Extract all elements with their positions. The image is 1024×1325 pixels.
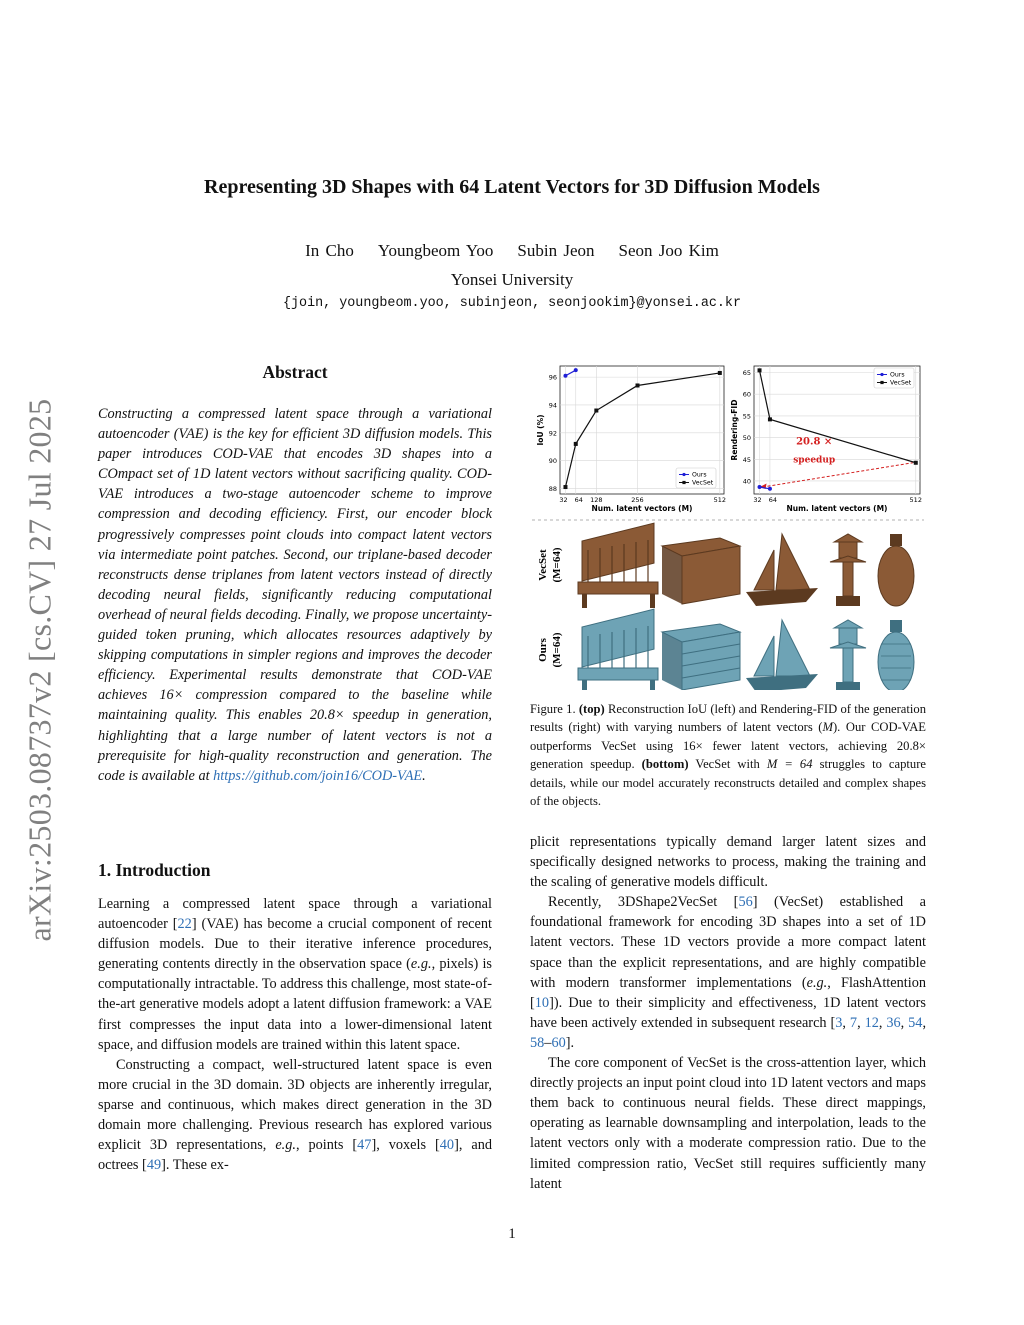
x-tick-label: 32 — [559, 496, 568, 504]
x-tick-label: 32 — [753, 496, 762, 504]
row-label-vecset — [537, 547, 563, 582]
cabinet-side — [662, 632, 682, 690]
vase-icon — [878, 620, 914, 690]
bench-icon — [578, 609, 658, 690]
data-point-vecset — [594, 409, 598, 413]
text-run: The core component of VecSet is the cross-attention layer, which directly projects an input point cloud into 1D latent vectors and maps them back to continuous neural fields. These direct mappings, operating as learnable downsampling and interpolation, leads to the latent vectors only with a moderate compression ratio. Due to the limited compression ratio, VecSet still requires sufficiently many latent — [530, 1055, 926, 1192]
text-run: , — [878, 1014, 887, 1031]
text-run: , — [857, 1014, 865, 1031]
citation-link[interactable]: 40 — [439, 1137, 455, 1154]
abstract-body — [98, 404, 492, 786]
vase-body — [878, 632, 914, 690]
lantern-cap — [830, 642, 866, 648]
cabinet-icon — [662, 624, 740, 690]
caption-part-a: Reconstruction IoU (left) and Rendering-FID of the generation results (right) with varying numbers of latent vectors ( — [530, 702, 926, 735]
text-run: , — [842, 1014, 850, 1031]
caption-part-c: VecSet with — [688, 757, 767, 772]
author-name: Subin Jeon — [517, 241, 595, 260]
citation-link[interactable]: 22 — [177, 916, 192, 933]
row-label-ours — [537, 632, 563, 667]
intro-right-column — [530, 832, 926, 1194]
text-run: Constructing a compact, well-structured latent space is even more crucial in the 3D domain. 3D objects are inherently irregular, sparse and continuous, which makes direct generation in the 3D domain more challenging. Previous research has explored various explicit 3D representations, — [98, 1056, 492, 1154]
lantern-roof — [834, 534, 862, 542]
author-name: Youngbeom Yoo — [377, 241, 494, 260]
lantern-roof — [834, 620, 862, 628]
y-tick-label: 45 — [742, 455, 751, 464]
text-run: ] (VAE) has become a crucial component of recent diffusion models. Due to their iterative inference procedures, generating contents directly in the observation space ( — [98, 916, 492, 973]
figure-1-caption — [530, 700, 926, 810]
vase-body — [878, 546, 914, 606]
citation-link[interactable]: 60 — [551, 1034, 566, 1051]
caption-part-b: ). Our COD-VAE outperforms VecSet using 16× fewer latent vectors, achieving 20.8× generation speedup. — [530, 720, 926, 772]
caption-equation: M = 64 — [766, 757, 813, 772]
row-label-ours-name: Ours — [537, 638, 549, 662]
x-tick-label: 512 — [909, 496, 922, 504]
data-point-vecset — [563, 485, 567, 489]
y-axis-label: IoU (%) — [536, 414, 545, 446]
sail-jib — [754, 636, 774, 676]
arxiv-identifier: arXiv:2503.08737v2 [cs.CV] 27 Jul 2025 — [21, 398, 58, 942]
text-run: , points [ — [295, 1137, 358, 1154]
lantern-pillar — [843, 562, 853, 596]
legend-label: Ours — [692, 471, 707, 479]
lantern-pillar — [843, 648, 853, 682]
cabinet-front — [682, 546, 740, 604]
caption-m: M — [822, 720, 833, 735]
sail-main — [776, 620, 810, 676]
y-tick-label: 88 — [548, 484, 557, 493]
legend-marker — [880, 381, 883, 384]
italic-text: e.g. — [410, 956, 432, 973]
citation-link[interactable]: 56 — [738, 894, 753, 911]
citation-link[interactable]: 54 — [908, 1014, 923, 1031]
y-tick-label: 50 — [742, 434, 751, 443]
data-point-vecset — [914, 461, 918, 465]
text-run: , — [922, 1014, 927, 1031]
lantern-icon — [830, 534, 866, 606]
citation-link[interactable]: 7 — [849, 1014, 858, 1031]
boat-hull — [746, 588, 818, 606]
row-label-vecset-name: VecSet — [537, 549, 549, 581]
intro-paragraph-2 — [98, 1055, 492, 1176]
row-label-ours-sub: (M=64) — [551, 632, 563, 668]
section-heading-introduction: 1. Introduction — [98, 860, 211, 880]
x-tick-label: 128 — [590, 496, 603, 504]
citation-link[interactable]: 12 — [864, 1014, 879, 1031]
cabinet-icon — [662, 538, 740, 604]
bench-leg — [650, 680, 655, 690]
intro-paragraph-2-continued — [530, 832, 926, 892]
text-run: – — [544, 1034, 552, 1051]
text-run: ]). Due to their simplicity and effectiveness, 1D latent vectors have been actively extended in subsequent research [ — [530, 994, 926, 1031]
code-link[interactable]: https://github.com/join16/COD-VAE — [213, 767, 423, 784]
paper-title: Representing 3D Shapes with 64 Latent Vectors for 3D Diffusion Models — [204, 176, 820, 198]
y-tick-label: 96 — [548, 373, 557, 382]
figure-1 — [530, 360, 926, 690]
data-point-vecset — [768, 417, 772, 421]
vase-neck — [890, 534, 902, 546]
abstract-heading: Abstract — [262, 362, 328, 382]
chart-fid — [730, 366, 922, 513]
citation-link[interactable]: 49 — [146, 1157, 162, 1174]
bench-leg — [582, 594, 587, 608]
italic-text: e.g. — [806, 974, 828, 991]
speedup-annotation-value: 20.8 × — [796, 436, 833, 448]
lantern-icon — [830, 620, 866, 690]
x-tick-label: 64 — [768, 496, 778, 504]
cabinet-side — [662, 546, 682, 604]
lantern-cap — [830, 556, 866, 562]
author-name: Seon Joo Kim — [618, 241, 719, 260]
sail-main — [776, 534, 810, 590]
bench-leg — [650, 594, 655, 608]
y-tick-label: 40 — [742, 477, 751, 486]
object-renders — [578, 523, 914, 690]
affiliation: Yonsei University — [450, 270, 574, 289]
intro-paragraph-1 — [98, 894, 492, 1055]
data-point-vecset — [758, 368, 762, 372]
x-tick-label: 64 — [574, 496, 583, 504]
intro-left-column — [98, 894, 492, 1175]
y-tick-label: 92 — [548, 429, 557, 438]
data-point-vecset — [718, 371, 722, 375]
legend-marker — [682, 481, 685, 484]
text-run: ]. — [565, 1034, 575, 1051]
text-run: , — [900, 1014, 909, 1031]
sailboat-icon — [746, 534, 818, 606]
bench-back — [582, 523, 654, 581]
sail-jib — [754, 550, 774, 590]
citation-link[interactable]: 10 — [534, 994, 550, 1011]
text-run: ], and octrees [ — [98, 1137, 493, 1174]
x-tick-label: 256 — [631, 496, 644, 504]
bench-seat — [578, 668, 658, 680]
citation-link[interactable]: 58 — [530, 1034, 545, 1051]
author-list — [0, 241, 1024, 261]
data-point-ours — [563, 374, 567, 378]
citation-link[interactable]: 3 — [835, 1014, 843, 1031]
intro-paragraph-4 — [530, 1053, 926, 1194]
text-run: ] (VecSet) established a foundational framework for encoding 3D shapes into a set of 1D latent vectors. These 1D vectors provide a more compact latent space than the explicit representations, and are highly compatible with modern transformer implementations ( — [530, 894, 927, 991]
y-axis-label: Rendering-FID — [730, 399, 739, 461]
legend-label: Ours — [890, 371, 905, 379]
bench-icon — [578, 523, 658, 608]
x-axis-label: Num. latent vectors (M) — [591, 504, 693, 513]
data-point-ours — [768, 487, 772, 491]
chart-iou — [536, 366, 726, 513]
abstract-end: . — [422, 767, 426, 784]
legend-marker — [880, 373, 883, 376]
data-point-vecset — [574, 442, 578, 446]
caption-top: (top) — [578, 702, 605, 716]
author-name: In Cho — [305, 241, 354, 260]
citation-link[interactable]: 36 — [886, 1014, 901, 1031]
lantern-base — [836, 682, 860, 690]
data-point-vecset — [635, 383, 639, 387]
text-run: Learning a compressed latent space through a variational autoencoder [ — [98, 896, 492, 933]
speedup-annotation-label: speedup — [793, 455, 836, 466]
abstract-text: Constructing a compressed latent space through a variational autoencoder (VAE) is the key for efficient 3D diffusion models. This paper introduces COD-VAE that encodes 3D shapes into a COmpact set of 1D latent vectors without sacrificing quality. COD-VAE introduces a two-stage autoencoder scheme to improve compression and decoding efficiency. First, our encoder block progressively compresses point clouds into compact latent vectors via intermediate point patches. Second, our triplane-based decoder reconstructs dense triplanes from latent vectors instead of directly decoding neural fields, significantly reducing computational overhead of neural fields decoding. Finally, we propose uncertainty-guided token pruning, which allocates resources adaptively by skipping computations in simpler regions and improves the decoder efficiency. Experimental results demonstrate that COD-VAE achieves 16× compression compared to the baseline while maintaining quality. This enables 20.8× speedup in generation, highlighting that a large number of latent vectors is not a prerequisite for high-quality reconstruction and generation. The code is available at — [98, 406, 492, 784]
legend-marker — [682, 473, 685, 476]
text-run: , FlashAttention [ — [530, 974, 926, 1011]
y-tick-label: 94 — [548, 401, 557, 410]
bench-back — [582, 609, 654, 667]
y-tick-label: 60 — [742, 390, 751, 399]
x-axis-label: Num. latent vectors (M) — [786, 504, 888, 513]
bench-leg — [582, 680, 587, 690]
text-run: ], voxels [ — [371, 1137, 440, 1154]
sailboat-icon — [746, 620, 818, 690]
data-point-ours — [758, 485, 762, 489]
vase-neck — [890, 620, 902, 632]
row-label-vecset-sub: (M=64) — [551, 547, 563, 583]
text-run: Recently, 3DShape2VecSet [ — [548, 894, 739, 911]
y-tick-label: 65 — [742, 369, 751, 378]
x-tick-label: 512 — [713, 496, 727, 504]
y-tick-label: 55 — [742, 412, 751, 421]
caption-label: Figure 1. — [530, 702, 576, 716]
lantern-base — [836, 596, 860, 606]
citation-link[interactable]: 47 — [357, 1137, 372, 1154]
data-point-ours — [574, 368, 578, 372]
caption-part-d: struggles to capture details, while our model accurately reconstructs detailed and complex shapes of the objects. — [530, 757, 926, 809]
y-tick-label: 90 — [548, 457, 557, 466]
bench-seat — [578, 582, 658, 594]
author-emails: {join, youngbeom.yoo, subinjeon, seonjookim}@yonsei.ac.kr — [282, 296, 742, 311]
intro-paragraph-3 — [530, 892, 926, 1053]
vase-icon — [878, 534, 914, 606]
caption-bottom: (bottom) — [641, 757, 689, 772]
italic-text: e.g. — [275, 1137, 296, 1154]
text-run: , pixels) is computationally intractable. To address this challenge, most state-of-the-art generative models adopt a latent diffusion framework: a VAE first compresses the input data into a lower-dimensional latent space, and diffusion models are trained within this latent space. — [98, 956, 493, 1053]
text-run: ]. These ex- — [161, 1157, 229, 1174]
text-run: plicit representations typically demand larger latent sizes and specifically designed networks to process, making the training and the scaling of generative models difficult. — [530, 834, 926, 891]
legend-label: VecSet — [692, 479, 714, 487]
page-number: 1 — [508, 1226, 516, 1242]
arxiv-sidebar — [20, 380, 60, 960]
legend-label: VecSet — [890, 379, 912, 387]
